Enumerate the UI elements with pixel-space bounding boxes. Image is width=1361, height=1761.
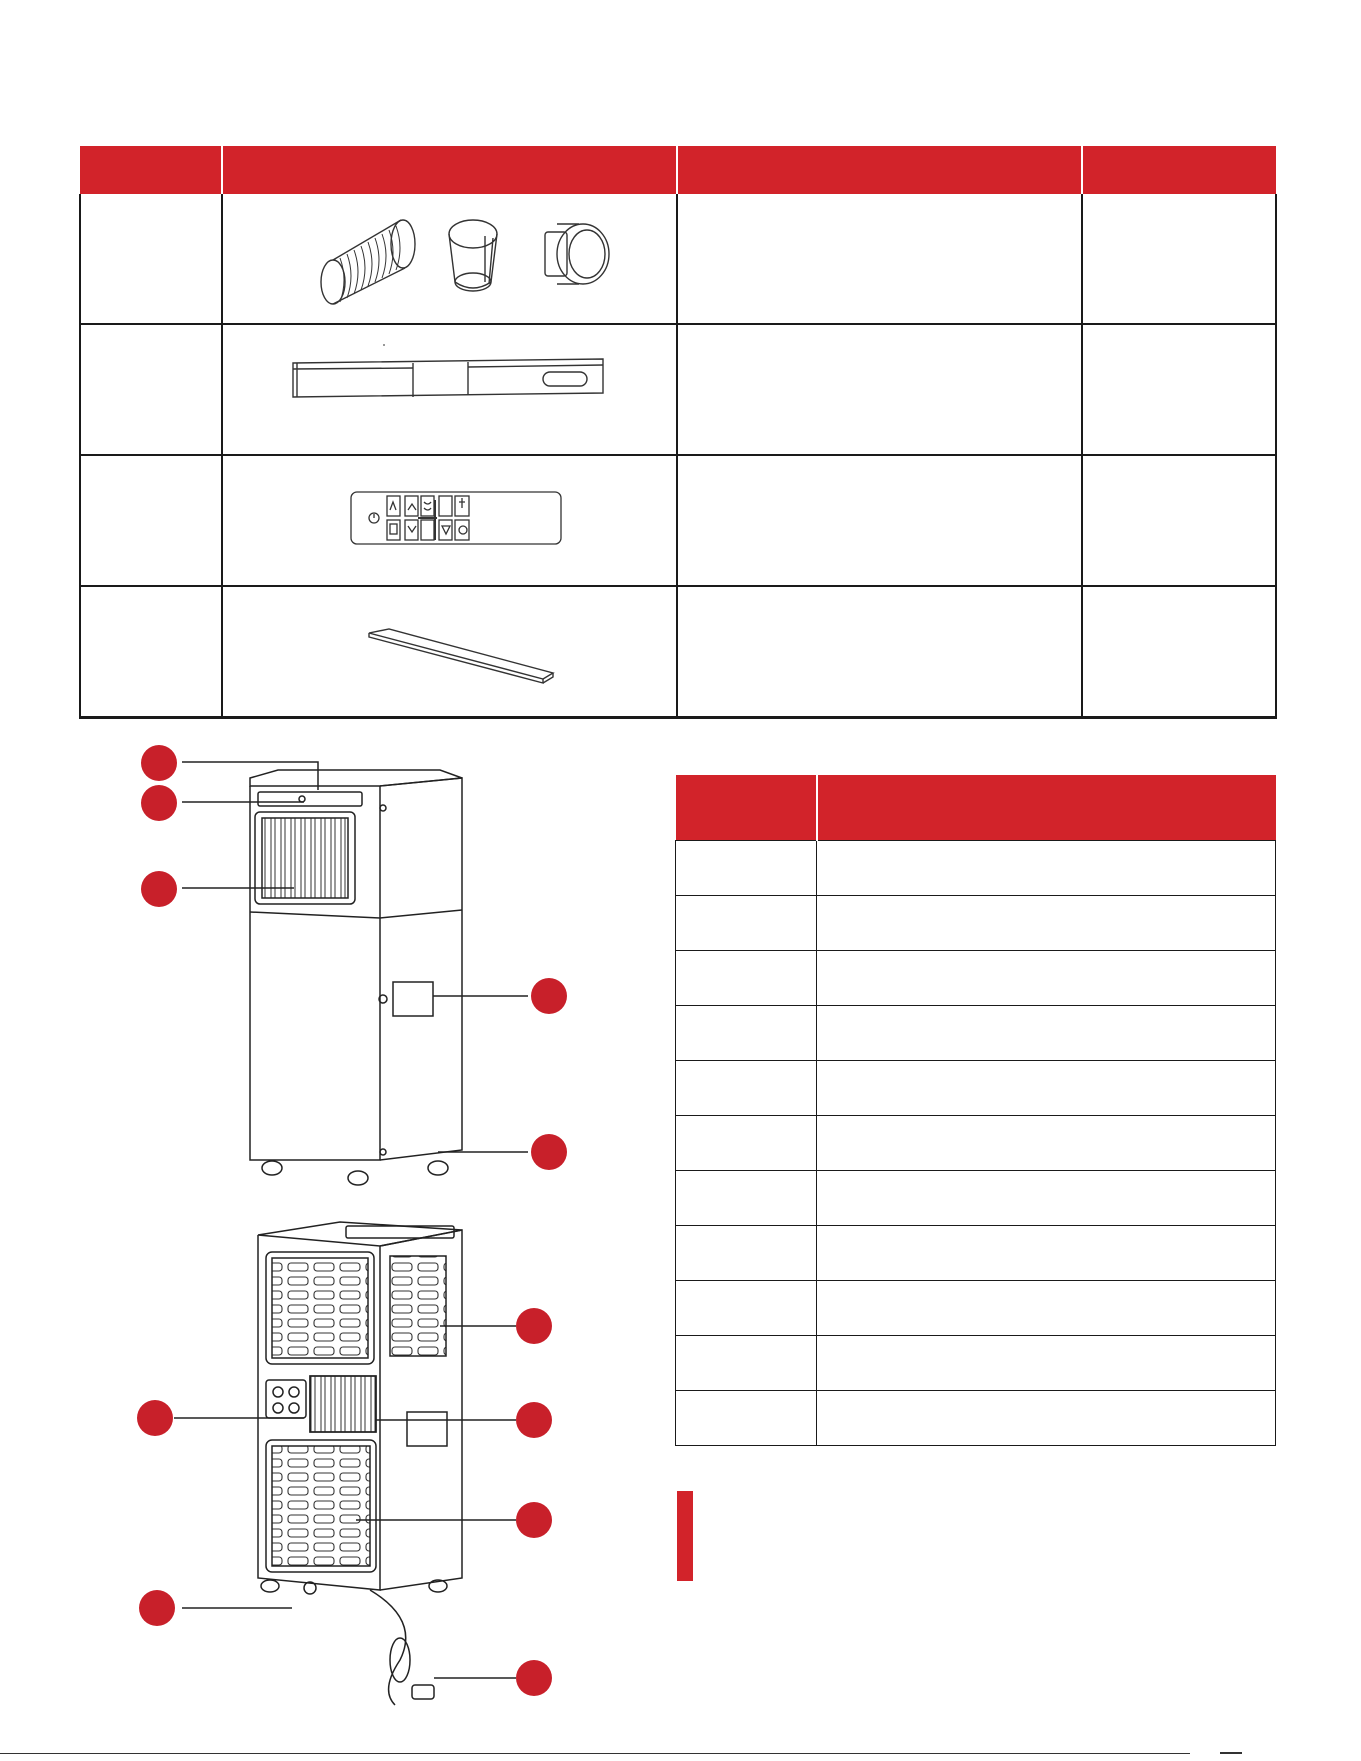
callout-marker <box>516 1402 552 1438</box>
parts-cell <box>80 324 222 455</box>
table-row <box>676 1391 1276 1446</box>
parts-cell <box>80 586 222 718</box>
features-header-cell <box>817 775 1276 841</box>
table-row <box>80 324 1276 455</box>
table-row <box>80 455 1276 586</box>
features-cell <box>817 896 1276 951</box>
features-table-header <box>676 775 1276 841</box>
parts-cell <box>1082 586 1276 718</box>
exhaust-hose-illustration <box>223 194 678 318</box>
parts-cell <box>677 194 1082 324</box>
callout-marker <box>531 978 567 1014</box>
table-row <box>676 1281 1276 1336</box>
parts-image-cell <box>222 586 677 718</box>
page-number-mark <box>1220 1752 1242 1754</box>
table-row <box>676 1171 1276 1226</box>
callout-marker <box>516 1502 552 1538</box>
parts-header-cell <box>1082 146 1276 194</box>
fan-icon <box>390 502 396 510</box>
sleep-icon <box>390 524 397 534</box>
table-row <box>676 896 1276 951</box>
parts-header-cell <box>80 146 222 194</box>
up-arrow-icon <box>408 504 416 510</box>
callout-marker <box>137 1400 173 1436</box>
features-cell <box>817 1391 1276 1446</box>
mode-icon <box>442 526 450 534</box>
parts-image-cell <box>222 455 677 586</box>
parts-image-cell <box>222 194 677 324</box>
parts-cell <box>1082 194 1276 324</box>
table-row <box>676 1061 1276 1116</box>
front-unit-illustration <box>250 770 462 1185</box>
parts-cell <box>80 194 222 324</box>
features-cell <box>817 1281 1276 1336</box>
features-cell <box>817 1061 1276 1116</box>
features-cell <box>676 1336 817 1391</box>
parts-image-cell <box>222 324 677 455</box>
note-accent-bar <box>677 1491 693 1581</box>
features-cell <box>676 951 817 1006</box>
parts-cell <box>1082 324 1276 455</box>
features-cell <box>817 951 1276 1006</box>
callout-marker <box>141 871 177 907</box>
features-cell <box>817 1116 1276 1171</box>
features-cell <box>817 1006 1276 1061</box>
features-cell <box>676 1391 817 1446</box>
features-cell <box>676 1116 817 1171</box>
features-table <box>675 775 1276 1446</box>
table-row <box>676 1226 1276 1281</box>
timer-icon <box>459 526 467 534</box>
parts-header-cell <box>677 146 1082 194</box>
features-cell <box>676 1171 817 1226</box>
features-cell <box>676 1006 817 1061</box>
features-cell <box>817 1171 1276 1226</box>
features-cell <box>676 1226 817 1281</box>
down-arrow-icon <box>408 526 416 532</box>
callout-marker <box>141 745 177 781</box>
table-row <box>80 194 1276 324</box>
parts-cell <box>677 324 1082 455</box>
table-row <box>676 1006 1276 1061</box>
swing-icon <box>424 502 431 510</box>
callout-marker <box>531 1134 567 1170</box>
parts-table-header <box>80 146 1276 194</box>
features-header-cell <box>676 775 817 841</box>
parts-cell <box>677 586 1082 718</box>
remote-control-illustration <box>223 456 678 580</box>
features-cell <box>676 896 817 951</box>
rear-unit-illustration <box>258 1222 462 1705</box>
parts-header-cell <box>222 146 677 194</box>
parts-cell <box>677 455 1082 586</box>
unit-diagram <box>0 700 600 1710</box>
parts-cell <box>1082 455 1276 586</box>
features-cell <box>817 1226 1276 1281</box>
window-slider-illustration <box>223 325 678 449</box>
foam-strip-illustration <box>223 587 678 711</box>
table-row <box>676 841 1276 896</box>
parts-cell <box>80 455 222 586</box>
features-cell <box>676 1061 817 1116</box>
table-row <box>80 586 1276 718</box>
features-cell <box>676 1281 817 1336</box>
callout-marker <box>139 1590 175 1626</box>
callout-marker <box>516 1660 552 1696</box>
table-row <box>676 1336 1276 1391</box>
features-cell <box>817 1336 1276 1391</box>
parts-table <box>79 146 1277 719</box>
features-cell <box>817 841 1276 896</box>
table-row <box>676 1116 1276 1171</box>
table-row <box>676 951 1276 1006</box>
callout-marker <box>516 1308 552 1344</box>
features-cell <box>676 841 817 896</box>
callout-marker <box>141 785 177 821</box>
page-bottom-rule <box>0 1753 1190 1754</box>
